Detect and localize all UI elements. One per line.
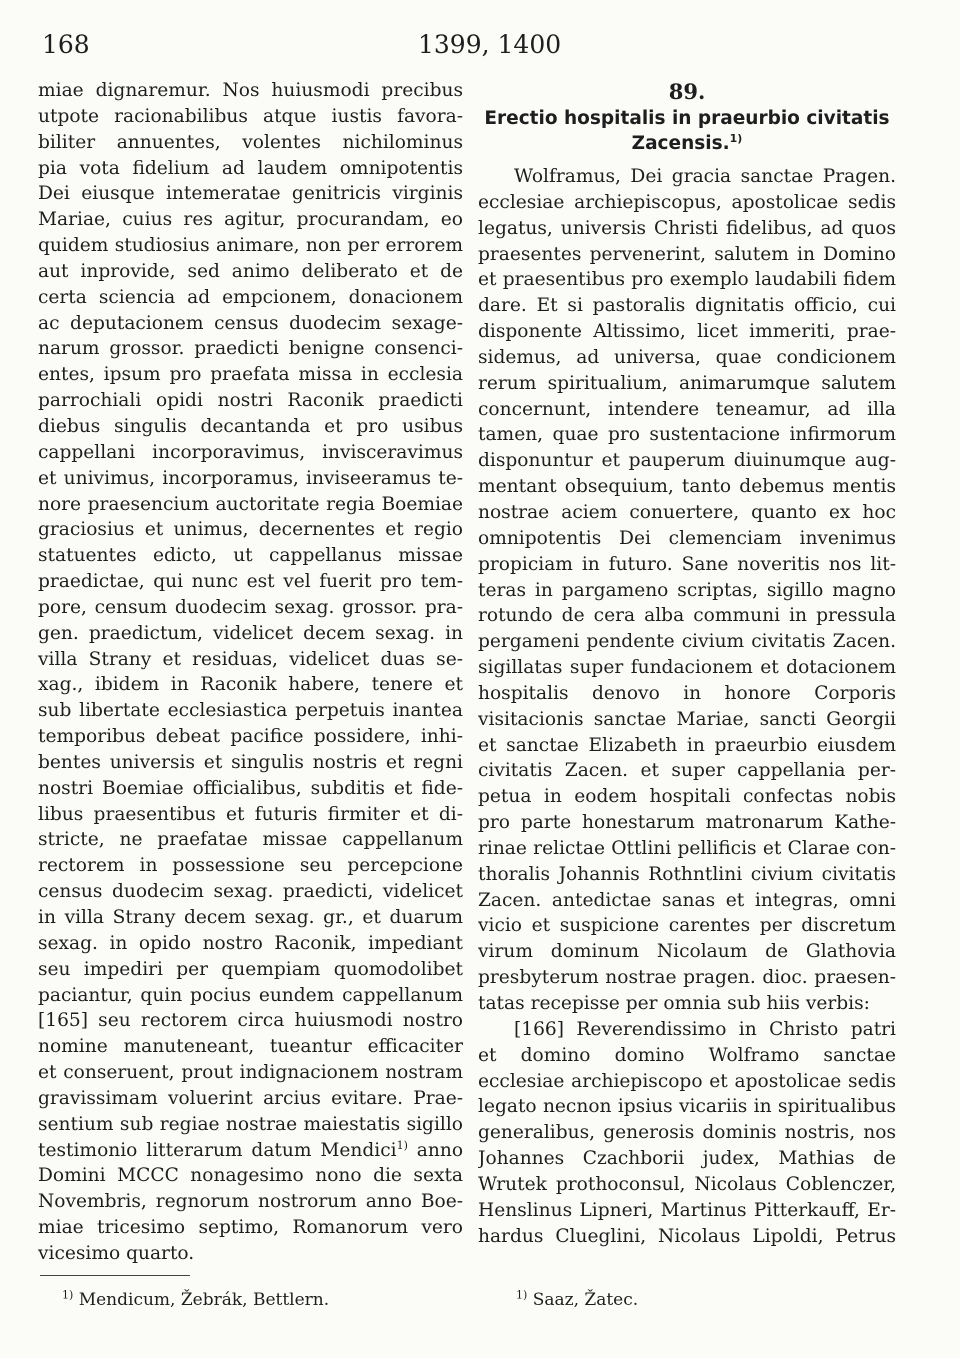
text-line: aut inprovide, sed animo deliberato et de bbox=[38, 260, 463, 282]
text-line: Dei eiusque intemeratae genitricis virginis bbox=[38, 183, 463, 205]
footnote-left bbox=[62, 1290, 329, 1310]
text-line: presbyterum nostrae pragen. dioc. praesen- bbox=[478, 967, 896, 989]
text-line: graciosius et unimus, decernentes et regio bbox=[38, 519, 463, 541]
text-line bbox=[38, 1138, 463, 1164]
text-line: tatas recepisse per omnia sub hiis verbis: bbox=[478, 993, 870, 1014]
text-line: teras in pargameno scriptas, sigillo magno bbox=[478, 579, 896, 601]
text-line: nomine manuteneant, tueantur efficaciter bbox=[38, 1036, 463, 1058]
text-line: utpote racionabilibus atque iustis favora- bbox=[38, 105, 463, 127]
text-line: seu impediri per quempiam quomodolibet bbox=[38, 958, 463, 980]
text-line: legatus, universis Christi fidelibus, ad quos bbox=[478, 217, 896, 239]
page-number: 168 bbox=[42, 30, 90, 59]
text-line: statuentes edicto, ut cappellanus missae bbox=[38, 545, 463, 567]
text-line: tamen, quae pro sustentacione infirmorum bbox=[478, 424, 896, 446]
text-line: cappellani incorporavimus, invisceravimus bbox=[38, 441, 463, 463]
text-line: ac deputacionem census duodecim sexage- bbox=[38, 312, 463, 334]
document-title-line-1: Erectio hospitalis in praeurbio civitatis bbox=[484, 108, 890, 129]
text-line: thoralis Johannis Rothntlini civium civitatis bbox=[478, 863, 896, 885]
text-line: Domini MCCC nonagesimo nono die sexta bbox=[38, 1165, 463, 1187]
text-line: hardus Clueglini, Nicolaus Lipoldi, Petrus bbox=[478, 1225, 896, 1247]
text-line: civitatis Zacen. et super cappellania per- bbox=[478, 760, 896, 782]
text-line: parrochiali opidi nostri Raconik praedicti bbox=[38, 390, 463, 412]
document-number: 89. bbox=[668, 79, 706, 104]
text-segment: testimonio litterarum datum Mendici bbox=[38, 1139, 397, 1161]
footnote-rule bbox=[40, 1275, 190, 1276]
text-line: dare. Et si pastoralis dignitatis officio, cui bbox=[478, 295, 896, 317]
text-line: [165] seu rectorem circa huiusmodi nostro bbox=[38, 1010, 463, 1032]
text-line: vicesimo quarto. bbox=[38, 1242, 195, 1264]
text-line: omnipotentis Dei clemenciam invenimus bbox=[478, 527, 896, 549]
left-column bbox=[38, 78, 463, 1267]
text-line: nostrae aciem conuertere, quanto ex hoc bbox=[478, 501, 896, 523]
text-line: petua in eodem hospitali confectas nobis bbox=[478, 786, 896, 808]
text-line: rotundo de cera alba communi in pressula bbox=[478, 605, 896, 627]
text-line: Wolframus, Dei gracia sanctae Pragen. bbox=[514, 166, 896, 187]
text-line: Zacen. antedictae sanas et integras, omni bbox=[478, 889, 896, 911]
footnote-marker: 1) bbox=[396, 1138, 408, 1152]
text-line: et domino domino Wolframo sanctae bbox=[478, 1044, 896, 1066]
text-line: et sanctae Elizabeth in praeurbio eiusdem bbox=[478, 734, 896, 756]
text-line: et conseruent, prout indignacionem nostram bbox=[38, 1062, 463, 1084]
footnote-marker: 1) bbox=[729, 131, 743, 145]
text-line: bentes universis et singulis nostris et regni bbox=[38, 751, 463, 773]
footnote-marker: 1) bbox=[62, 1288, 74, 1302]
text-line: disponuntur et pauperum diuinumque aug- bbox=[478, 450, 896, 472]
text-line: nostri Boemiae officialibus, subditis et fide- bbox=[38, 777, 463, 799]
text-line: disponente Altissimo, licet immeriti, prae- bbox=[478, 321, 896, 343]
text-line: diebus singulis decantanda et pro usibus bbox=[38, 415, 463, 437]
text-line: paciantur, quin pocius eundem cappellanum bbox=[38, 984, 463, 1006]
document-title-text: Zacensis. bbox=[631, 133, 730, 154]
text-line: rectorem in possessione seu percepcione bbox=[38, 855, 463, 877]
text-line: villa Strany et residuas, videlicet duas se- bbox=[38, 648, 463, 670]
text-line: Novembris, regnorum nostrorum anno Boe- bbox=[38, 1191, 463, 1213]
text-line: in villa Strany decem sexag. gr., et duarum bbox=[38, 907, 463, 928]
text-line: praedictae, qui nunc est vel fuerit pro tem- bbox=[38, 571, 463, 593]
footnote-text: Saaz, Žatec. bbox=[532, 1290, 639, 1310]
footnote-text: Mendicum, Žebrák, Bettlern. bbox=[78, 1290, 330, 1310]
text-line: sidemus, ad universa, quae condicionem bbox=[478, 346, 896, 368]
text-line: visitacionis sanctae Mariae, sancti Georgii bbox=[478, 708, 896, 730]
text-line: miae dignaremur. Nos huiusmodi precibus bbox=[38, 80, 463, 101]
text-line: temporibus debeat pacifice possidere, inhi- bbox=[38, 726, 463, 748]
text-line: Johannes Czachborii judex, Mathias de bbox=[478, 1148, 896, 1170]
text-line: legato necnon ipsius vicariis in spiritualibus bbox=[478, 1096, 896, 1118]
text-line: Wrutek prothoconsul, Nicolaus Coblenczer, bbox=[478, 1173, 896, 1195]
running-head: 1399, 1400 bbox=[418, 30, 562, 59]
text-line: ecclesiae archiepiscopus, apostolicae sedis bbox=[478, 191, 896, 213]
text-segment: anno bbox=[407, 1139, 463, 1161]
text-line: pia vota fidelium ad laudem omnipotentis bbox=[38, 157, 463, 179]
right-column-text bbox=[478, 164, 896, 1249]
text-line: rerum spiritualium, animarumque salutem bbox=[478, 372, 896, 394]
text-line: nore praesencium auctoritate regia Boemiae bbox=[38, 493, 463, 515]
page-header bbox=[0, 30, 960, 70]
text-line: generalibus, generosis dominis nostris, nos bbox=[478, 1122, 896, 1144]
text-line: census duodecim sexag. praedicti, videlicet bbox=[38, 881, 463, 903]
text-line: mentant obsequium, tanto debemus mentis bbox=[478, 476, 896, 498]
text-line: gravissimam voluerint arcius evitare. Prae- bbox=[38, 1087, 463, 1109]
document-heading bbox=[478, 78, 896, 156]
text-line: sexag. in opido nostro Raconik, impediant bbox=[38, 932, 463, 954]
text-line: certa sciencia ad empcionem, donacionem bbox=[38, 286, 463, 308]
text-line: et praesentibus pro exemplo laudabili fidem bbox=[478, 269, 896, 291]
text-line: Henslinus Lipneri, Martinus Pitterkauff, Er- bbox=[478, 1199, 896, 1221]
right-column bbox=[478, 78, 896, 1249]
text-line: libus praesentibus et futuris firmiter et di- bbox=[38, 803, 463, 825]
text-line: xag., ibidem in Raconik habere, tenere et bbox=[38, 674, 463, 696]
text-line: Mariae, cuius res agitur, procurandam, eo bbox=[38, 209, 463, 231]
footnote-right bbox=[516, 1290, 638, 1310]
text-line: [166] Reverendissimo in Christo patri bbox=[514, 1018, 896, 1040]
text-line: hospitalis denovo in honore Corporis bbox=[478, 682, 896, 704]
text-line: et univimus, incorporamus, inviseeramus te- bbox=[38, 467, 463, 489]
text-line: sentium sub regiae nostrae maiestatis sigillo bbox=[38, 1113, 463, 1135]
text-line: entes, ipsum pro praefata missa in ecclesia bbox=[38, 364, 463, 386]
text-line: biliter annuentes, volentes nichilominus bbox=[38, 131, 463, 153]
text-line: pergameni pendente civium civitatis Zacen. bbox=[478, 631, 896, 653]
text-line: ecclesiae archiepiscopo et apostolicae sedis bbox=[478, 1070, 896, 1092]
text-line: propiciam in futuro. Sane noveritis nos lit- bbox=[478, 553, 896, 575]
text-line: concernunt, intendere teneamur, ad illa bbox=[478, 398, 896, 420]
text-line: vicio et suspicione carentes per discretum bbox=[478, 915, 896, 937]
document-title-line-2 bbox=[478, 131, 896, 156]
text-line: sub libertate ecclesiastica perpetuis inantea bbox=[38, 700, 463, 722]
text-line: pore, censum duodecim sexag. grossor. pra- bbox=[38, 596, 463, 618]
text-line: virum dominum Nicolaum de Glathovia bbox=[478, 941, 896, 963]
text-line: stricte, ne praefatae missae cappellanum bbox=[38, 829, 463, 851]
footnote-marker: 1) bbox=[516, 1288, 528, 1302]
text-line: gen. praedictum, videlicet decem sexag. in bbox=[38, 622, 463, 644]
text-line: praesentes pervenerint, salutem in Domino bbox=[478, 243, 896, 265]
text-line: miae tricesimo septimo, Romanorum vero bbox=[38, 1217, 463, 1239]
text-line: pro parte honestarum matronarum Kathe- bbox=[478, 812, 896, 834]
text-line: rinae relictae Ottlini pellificis et Clarae con- bbox=[478, 837, 896, 859]
text-line: sigillatas super fundacionem et dotacionem bbox=[478, 657, 896, 679]
text-line: narum grossor. praedicti benigne consenci- bbox=[38, 338, 463, 360]
text-line: quidem studiosius animare, non per errorem bbox=[38, 235, 463, 257]
